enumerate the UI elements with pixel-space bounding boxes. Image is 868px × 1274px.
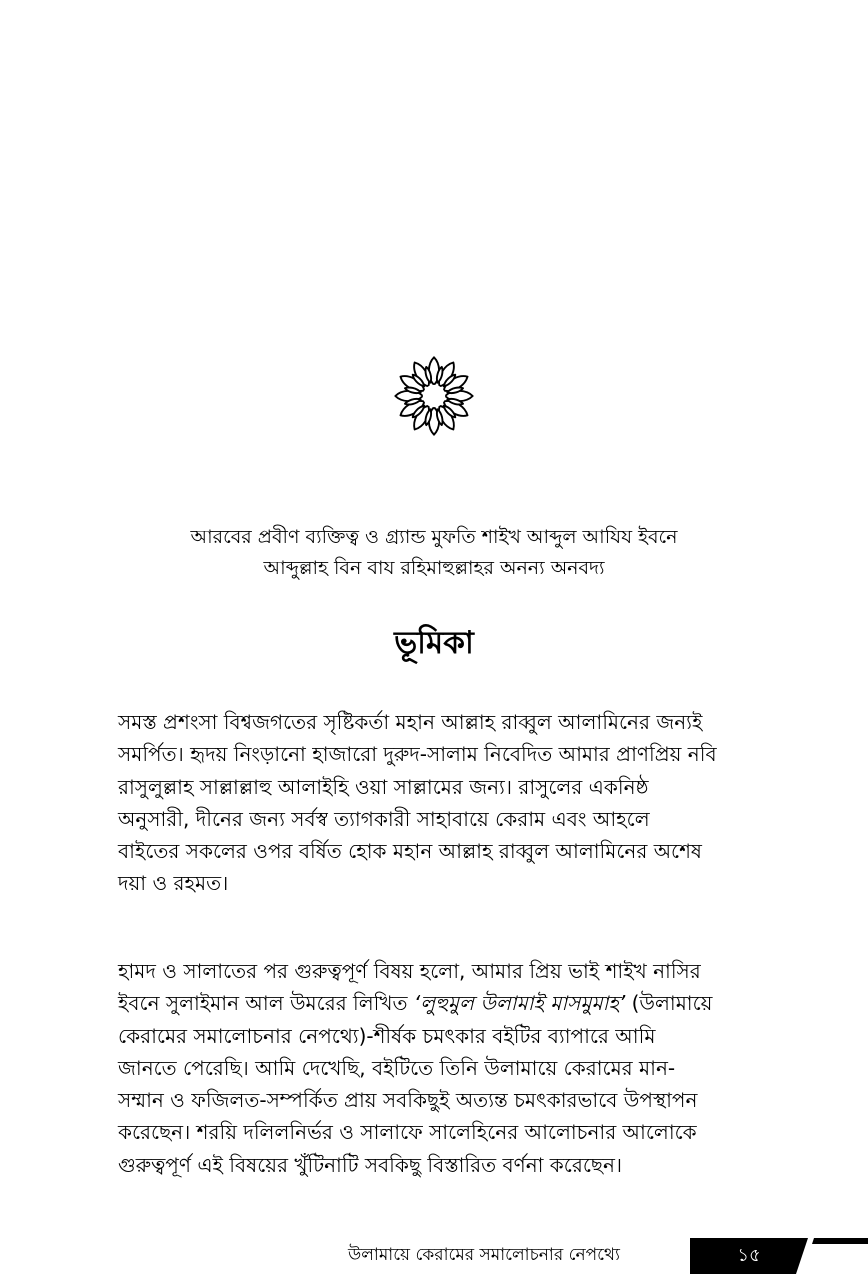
lotus-ornament-icon — [391, 353, 477, 439]
dedication-subtitle — [0, 522, 868, 584]
paragraph-1 — [118, 706, 752, 900]
paragraph-2 — [118, 955, 752, 1181]
paragraph-2-line: কেরামের সমালোচনার নেপথ্যে)-শীর্ষক চমৎকার বইটির ব্যাপারে আমি — [118, 1023, 656, 1048]
subtitle-line-2: আব্দুল্লাহ বিন বায রহিমাহুল্লাহর অনন্য অনবদ্য — [263, 557, 605, 579]
section-heading: ভূমিকা — [394, 625, 474, 661]
paragraph-2-line: হামদ ও সালাতের পর গুরুত্বপূর্ণ বিষয় হলো, আমার প্রিয় ভাই শাইখ নাসির — [118, 959, 701, 983]
page-number: ১৫ — [737, 1245, 761, 1266]
paragraph-2-line: সম্মান ও ফজিলত-সম্পর্কিত প্রায় সবকিছুই অত্যন্ত চমৎকারভাবে উপস্থাপন — [118, 1088, 698, 1113]
paragraph-1-line: সমর্পিত। হৃদয় নিংড়ানো হাজারো দুরুদ-সালাম নিবেদিত আমার প্রাণপ্রিয় নবি — [118, 742, 717, 767]
paragraph-2-line — [118, 987, 752, 1019]
page-number-tab — [690, 1238, 868, 1274]
paragraph-2-text: ইবনে সুলাইমান আল উমরের লিখিত — [118, 991, 414, 1016]
book-title-italic: ‘লুহুমুল উলামাই মাসমুমাহ’ — [413, 991, 626, 1016]
paragraph-1-line: রাসুলুল্লাহ সাল্লাল্লাহু আলাইহি ওয়া সাল্লামের জন্য। রাসুলের একনিষ্ঠ — [118, 774, 649, 799]
paragraph-2-line: জানতে পেরেছি। আমি দেখেছি, বইটিতে তিনি উলামায়ে কেরামের মান- — [118, 1055, 676, 1080]
paragraph-1-line: বাইতের সকলের ওপর বর্ষিত হোক মহান আল্লাহ রাব্বুল আলামিনের অশেষ — [118, 839, 702, 864]
paragraph-2-text: (উলামায়ে — [625, 991, 713, 1016]
paragraph-1-line: সমস্ত প্রশংসা বিশ্বজগতের সৃষ্টিকর্তা মহান আল্লাহ রাব্বুল আলামিনের জন্যই — [118, 710, 703, 734]
paragraph-2-line: করেছেন। শরয়ি দলিলনির্ভর ও সালাফে সালেহিনের আলোচনার আলোকে — [118, 1120, 697, 1145]
paragraph-1-line: অনুসারী, দীনের জন্য সর্বস্ব ত্যাগকারী সাহাবায়ে কেরাম এবং আহলে — [118, 806, 650, 831]
paragraph-1-line: দয়া ও রহমত। — [118, 871, 229, 896]
paragraph-2-line: গুরুত্বপূর্ণ এই বিষয়ের খুঁটিনাটি সবকিছু বিস্তারিত বর্ণনা করেছেন। — [118, 1152, 623, 1177]
running-footer-title: উলামায়ে কেরামের সমালোচনার নেপথ্যে — [348, 1245, 620, 1265]
subtitle-line-1: আরবের প্রবীণ ব্যক্তিত্ব ও গ্র্যান্ড মুফতি শাইখ আব্দুল আযিয ইবনে — [190, 526, 678, 548]
